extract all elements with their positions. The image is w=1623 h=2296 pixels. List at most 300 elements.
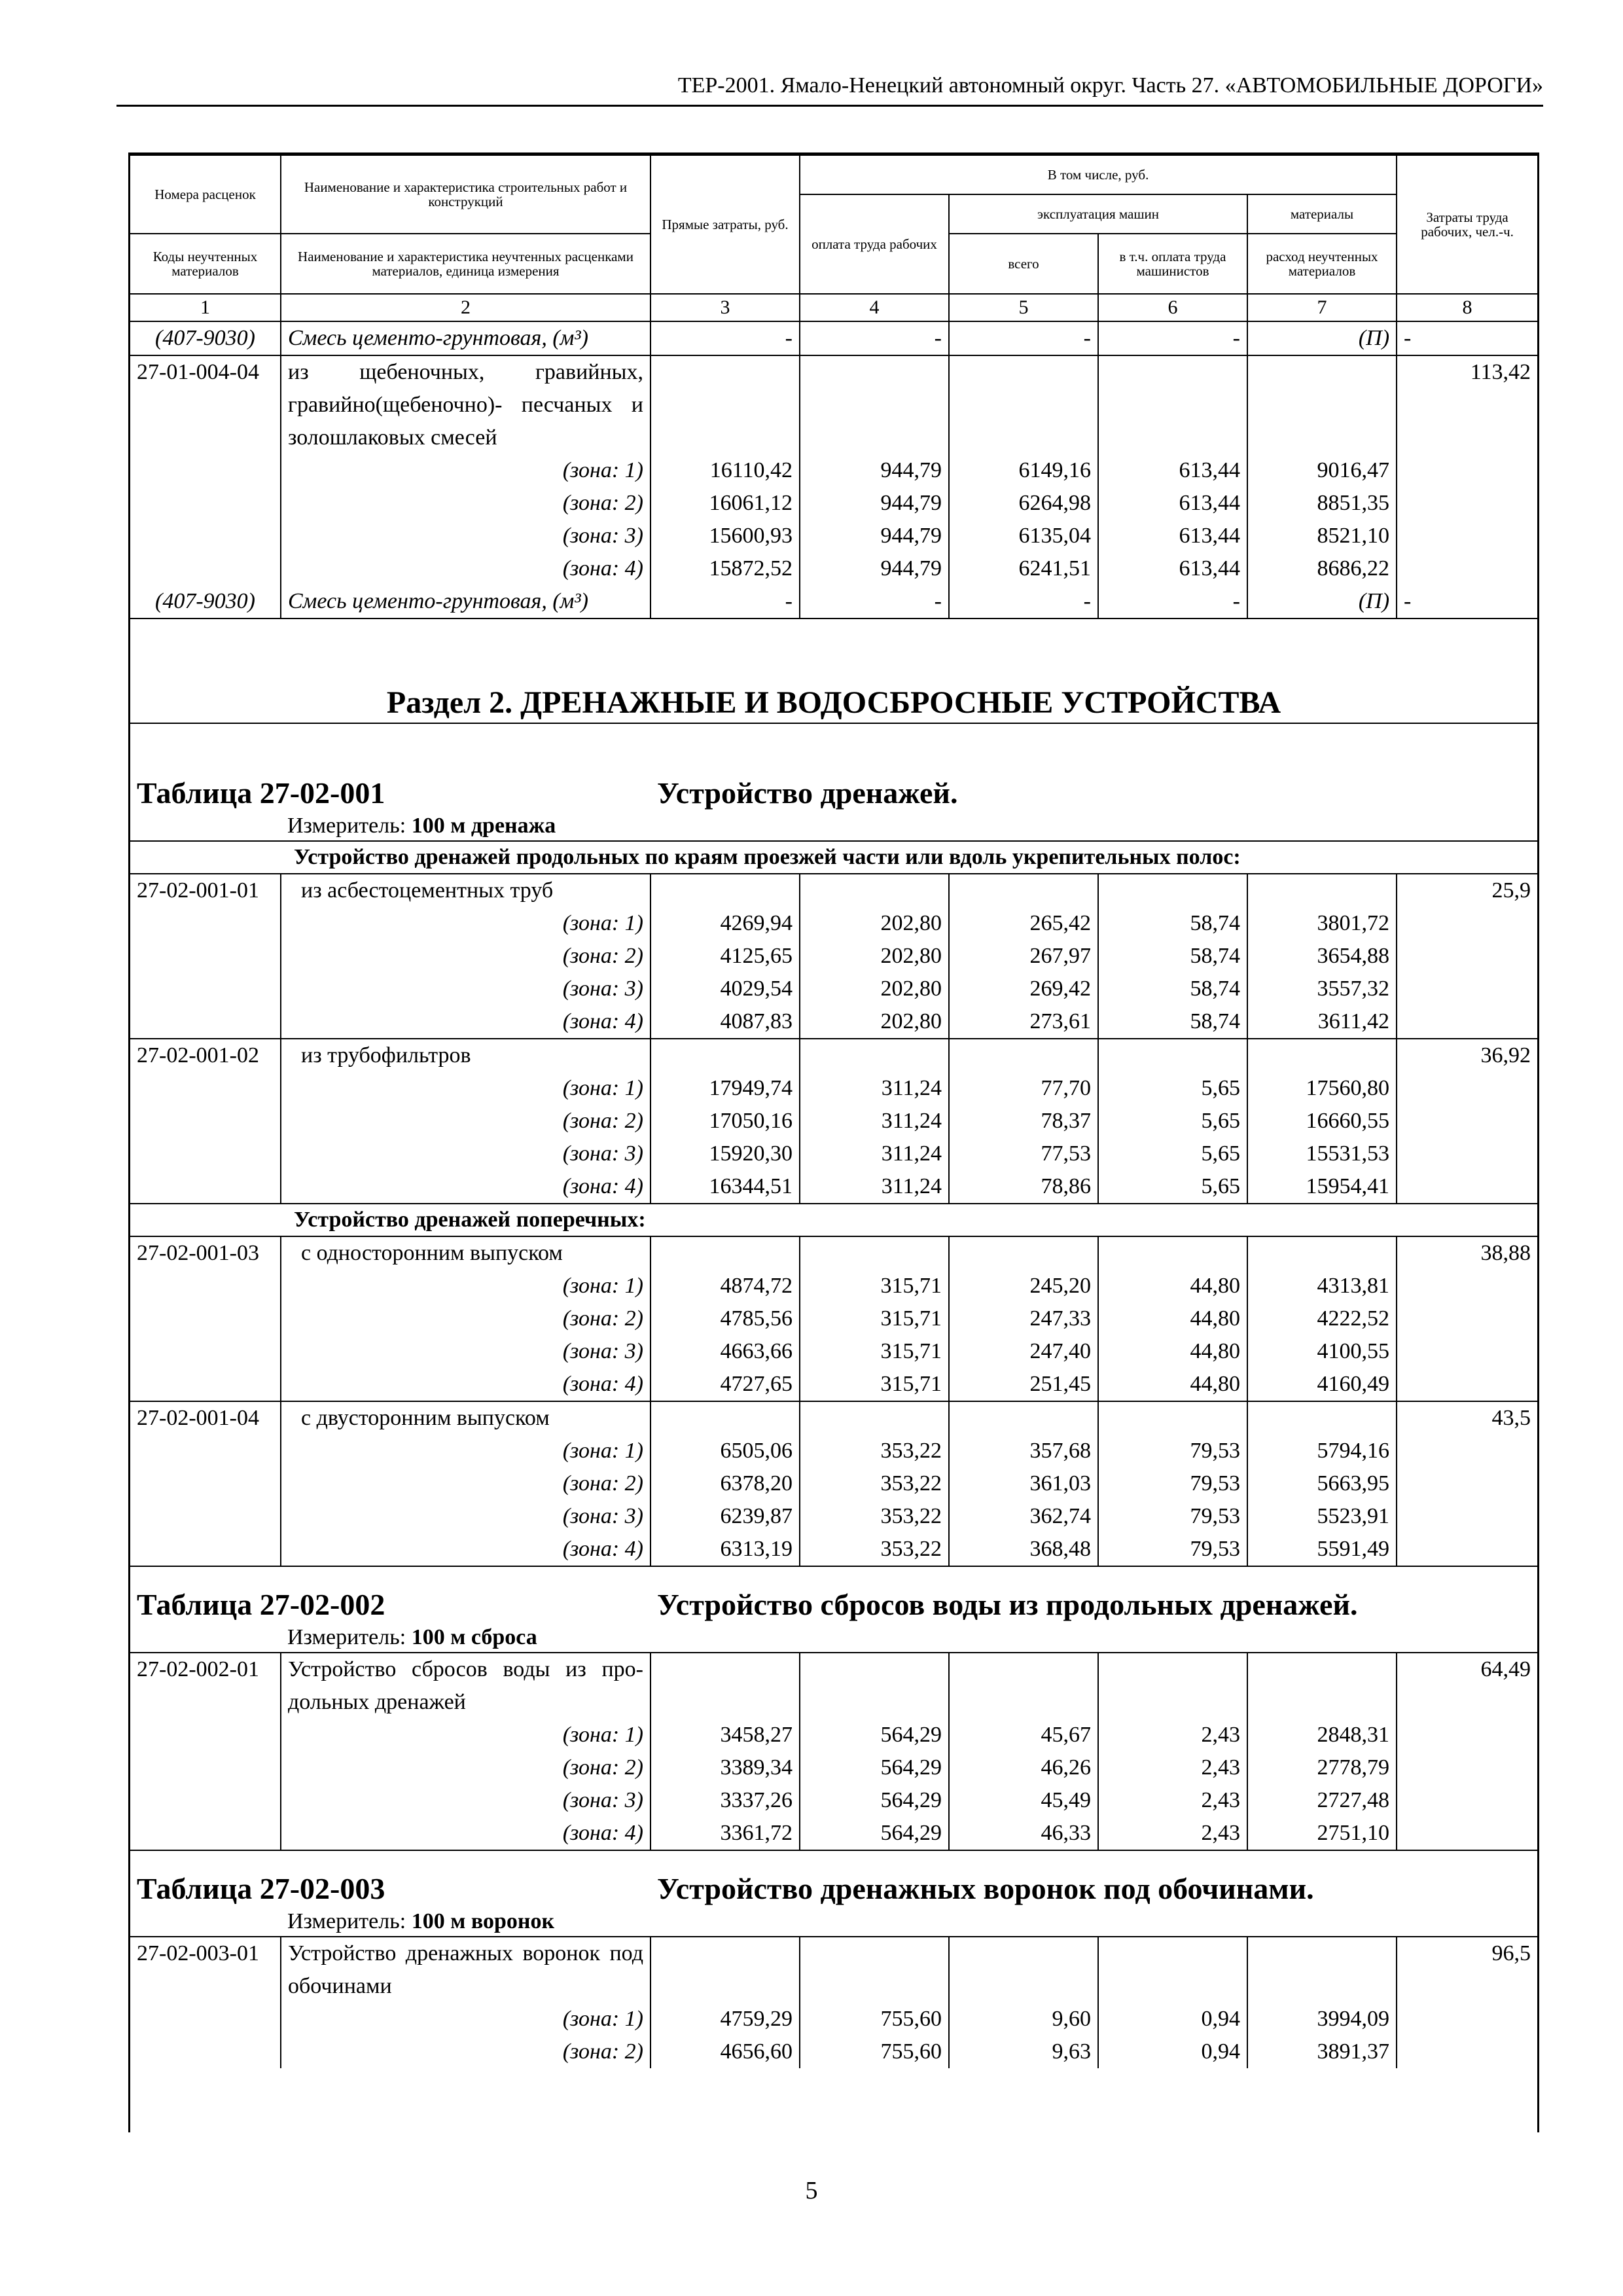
table-heading <box>130 723 1537 841</box>
direct-cost: 4656,60 <box>651 2036 800 2068</box>
direct-cost: - <box>651 321 800 355</box>
machines-total: 247,33 <box>949 1302 1098 1335</box>
empty-cell <box>949 355 1098 454</box>
table-title: Таблица 27-02-002 <box>137 1588 385 1621</box>
material-usage: 2778,79 <box>1247 1751 1397 1784</box>
table-title: Таблица 27-02-003 <box>137 1872 385 1905</box>
meter-label: Измеритель: <box>287 814 406 838</box>
material-row <box>130 321 1537 355</box>
rate-name: с односторонним выпуском <box>281 1236 651 1270</box>
zone-row <box>130 1302 1537 1335</box>
zone-label: (зона: 1) <box>281 1719 651 1751</box>
wages: 564,29 <box>800 1817 949 1850</box>
price-table <box>130 154 1537 2068</box>
material-usage: 3557,32 <box>1247 973 1397 1005</box>
zone-row <box>130 1500 1537 1533</box>
wages: 564,29 <box>800 1751 949 1784</box>
empty-cell <box>800 1653 949 1719</box>
wages: - <box>800 585 949 619</box>
direct-cost: 6505,06 <box>651 1435 800 1467</box>
zone-row <box>130 1335 1537 1368</box>
empty-cell <box>1098 1401 1247 1435</box>
material-name <box>281 321 651 355</box>
machines-total: 78,37 <box>949 1105 1098 1138</box>
col-header-incl: В том числе, руб. <box>800 155 1397 194</box>
material-usage: 2727,48 <box>1247 1784 1397 1817</box>
direct-cost: 6313,19 <box>651 1533 800 1566</box>
rate-code: 27-02-001-04 <box>130 1401 281 1566</box>
rate-name: из трубофильтров <box>281 1039 651 1072</box>
operator-wages: 0,94 <box>1098 2036 1247 2068</box>
material-name <box>281 585 651 619</box>
wages: 311,24 <box>800 1105 949 1138</box>
empty-cell <box>1098 1653 1247 1719</box>
labor-hours: 113,42 <box>1397 355 1537 585</box>
labor-hours: 96,5 <box>1397 1937 1537 2068</box>
operator-wages: 2,43 <box>1098 1817 1247 1850</box>
machines-total: 45,49 <box>949 1784 1098 1817</box>
material-usage: 3611,42 <box>1247 1005 1397 1039</box>
operator-wages: - <box>1098 585 1247 619</box>
machines-total: - <box>949 585 1098 619</box>
zone-label: (зона: 2) <box>281 2036 651 2068</box>
direct-cost: 17949,74 <box>651 1072 800 1105</box>
machines-total: 251,45 <box>949 1368 1098 1401</box>
empty-cell <box>949 1401 1098 1435</box>
material-usage: 4100,55 <box>1247 1335 1397 1368</box>
operator-wages: 613,44 <box>1098 552 1247 585</box>
empty-cell <box>651 1653 800 1719</box>
empty-cell <box>1247 1653 1397 1719</box>
empty-cell <box>1247 355 1397 454</box>
rate-name: с двусторонним выпуском <box>281 1401 651 1435</box>
direct-cost: 4727,65 <box>651 1368 800 1401</box>
rate-code: 27-02-001-02 <box>130 1039 281 1204</box>
wages: 315,71 <box>800 1368 949 1401</box>
zone-label: (зона: 4) <box>281 1817 651 1850</box>
direct-cost: 15920,30 <box>651 1138 800 1170</box>
operator-wages: 58,74 <box>1098 940 1247 973</box>
col-header-machines-total: всего <box>949 234 1098 294</box>
operator-wages: 58,74 <box>1098 973 1247 1005</box>
zone-row <box>130 1270 1537 1302</box>
direct-cost: 4663,66 <box>651 1335 800 1368</box>
wages: - <box>800 321 949 355</box>
empty-cell <box>651 355 800 454</box>
zone-label: (зона: 4) <box>281 1533 651 1566</box>
col-number: 4 <box>800 294 949 321</box>
col-header-material-codes: Коды неучтенных материалов <box>130 234 281 294</box>
operator-wages: 44,80 <box>1098 1368 1247 1401</box>
material-usage: 4222,52 <box>1247 1302 1397 1335</box>
zone-label: (зона: 1) <box>281 2003 651 2036</box>
direct-cost: 16110,42 <box>651 454 800 487</box>
empty-cell <box>651 874 800 907</box>
machines-total: 6149,16 <box>949 454 1098 487</box>
empty-cell <box>1247 1937 1397 2003</box>
zone-label: (зона: 2) <box>281 1105 651 1138</box>
operator-wages: 79,53 <box>1098 1533 1247 1566</box>
zone-label: (зона: 3) <box>281 1138 651 1170</box>
empty-cell <box>800 1039 949 1072</box>
empty-cell <box>651 1236 800 1270</box>
empty-cell <box>1098 1039 1247 1072</box>
col-number: 2 <box>281 294 651 321</box>
empty-cell <box>1098 874 1247 907</box>
empty-cell <box>800 355 949 454</box>
empty-cell <box>651 1039 800 1072</box>
zone-label: (зона: 2) <box>281 487 651 520</box>
subheading-text: Устройство дренажей продольных по краям проезжей части или вдоль укрепительных полос: <box>294 845 1241 869</box>
col-header-wages: оплата труда рабочих <box>800 194 949 294</box>
zone-row <box>130 552 1537 585</box>
zone-row <box>130 973 1537 1005</box>
zone-row <box>130 1105 1537 1138</box>
material-usage: 5794,16 <box>1247 1435 1397 1467</box>
wages: 315,71 <box>800 1302 949 1335</box>
empty-cell <box>800 874 949 907</box>
subheading-text: Устройство дренажей поперечных: <box>294 1208 646 1232</box>
rate-code: 27-02-002-01 <box>130 1653 281 1850</box>
material-name-text: Смесь цементо-грунтовая, (м³) <box>288 589 588 613</box>
zone-row <box>130 454 1537 487</box>
wages: 202,80 <box>800 973 949 1005</box>
wages: 564,29 <box>800 1784 949 1817</box>
zone-label: (зона: 2) <box>281 1467 651 1500</box>
zone-row <box>130 2003 1537 2036</box>
col-header-material-usage: расход неучтенных материалов <box>1247 234 1397 294</box>
material-code: (407-9030) <box>130 321 281 355</box>
zone-row <box>130 487 1537 520</box>
empty-cell <box>1247 1401 1397 1435</box>
empty-cell <box>949 1937 1098 2003</box>
rate-row <box>130 355 1537 454</box>
direct-cost: 15872,52 <box>651 552 800 585</box>
direct-cost: 4759,29 <box>651 2003 800 2036</box>
wages: 202,80 <box>800 907 949 940</box>
material-usage: 2751,10 <box>1247 1817 1397 1850</box>
material-row <box>130 585 1537 619</box>
machines-total: 46,26 <box>949 1751 1098 1784</box>
operator-wages: 2,43 <box>1098 1784 1247 1817</box>
table-name: Устройство дренажей. <box>657 776 958 810</box>
operator-wages: 613,44 <box>1098 487 1247 520</box>
col-header-materials: материалы <box>1247 194 1397 234</box>
direct-cost: - <box>651 585 800 619</box>
direct-cost: 4785,56 <box>651 1302 800 1335</box>
empty-cell <box>949 1653 1098 1719</box>
zone-label: (зона: 4) <box>281 552 651 585</box>
machines-total: - <box>949 321 1098 355</box>
operator-wages: 44,80 <box>1098 1335 1247 1368</box>
col-header-operator-wages: в т.ч. оплата труда машинистов <box>1098 234 1247 294</box>
zone-row <box>130 1467 1537 1500</box>
col-number: 3 <box>651 294 800 321</box>
labor-hours: - <box>1397 585 1537 619</box>
wages: 755,60 <box>800 2003 949 2036</box>
col-header-direct: Прямые затраты, руб. <box>651 155 800 294</box>
zone-row <box>130 1719 1537 1751</box>
col-number: 8 <box>1397 294 1537 321</box>
wages: 311,24 <box>800 1072 949 1105</box>
page-number: 5 <box>805 2177 818 2204</box>
zone-row <box>130 520 1537 552</box>
running-header: ТЕР-2001. Ямало-Ненецкий автономный округ. Часть 27. «АВТОМОБИЛЬНЫЕ ДОРОГИ» <box>677 73 1543 98</box>
machines-total: 78,86 <box>949 1170 1098 1204</box>
empty-cell <box>800 1236 949 1270</box>
zone-label: (зона: 3) <box>281 1500 651 1533</box>
machines-total: 6135,04 <box>949 520 1098 552</box>
direct-cost: 15600,93 <box>651 520 800 552</box>
rate-name: из асбестоцементных труб <box>281 874 651 907</box>
wages: 311,24 <box>800 1170 949 1204</box>
machines-total: 269,42 <box>949 973 1098 1005</box>
operator-wages: 0,94 <box>1098 2003 1247 2036</box>
machines-total: 247,40 <box>949 1335 1098 1368</box>
material-usage: 15954,41 <box>1247 1170 1397 1204</box>
operator-wages: 79,53 <box>1098 1435 1247 1467</box>
direct-cost: 4874,72 <box>651 1270 800 1302</box>
wages: 755,60 <box>800 2036 949 2068</box>
operator-wages: 5,65 <box>1098 1138 1247 1170</box>
col-number: 7 <box>1247 294 1397 321</box>
labor-hours: 25,9 <box>1397 874 1537 1039</box>
machines-total: 77,53 <box>949 1138 1098 1170</box>
direct-cost: 6239,87 <box>651 1500 800 1533</box>
machines-total: 267,97 <box>949 940 1098 973</box>
zone-label: (зона: 2) <box>281 1751 651 1784</box>
subheading <box>130 1204 1537 1236</box>
wages: 944,79 <box>800 454 949 487</box>
material-usage: 3891,37 <box>1247 2036 1397 2068</box>
direct-cost: 3361,72 <box>651 1817 800 1850</box>
operator-wages: 44,80 <box>1098 1270 1247 1302</box>
machines-total: 6264,98 <box>949 487 1098 520</box>
machines-total: 6241,51 <box>949 552 1098 585</box>
zone-label: (зона: 4) <box>281 1368 651 1401</box>
direct-cost: 4029,54 <box>651 973 800 1005</box>
direct-cost: 4125,65 <box>651 940 800 973</box>
zone-row <box>130 2036 1537 2068</box>
wages: 311,24 <box>800 1138 949 1170</box>
zone-label: (зона: 4) <box>281 1005 651 1039</box>
empty-cell <box>1247 874 1397 907</box>
rate-code: 27-02-001-01 <box>130 874 281 1039</box>
material-usage: 5591,49 <box>1247 1533 1397 1566</box>
direct-cost: 4087,83 <box>651 1005 800 1039</box>
zone-label: (зона: 3) <box>281 973 651 1005</box>
rate-row <box>130 1401 1537 1435</box>
zone-label: (зона: 4) <box>281 1170 651 1204</box>
empty-cell <box>949 874 1098 907</box>
zone-label: (зона: 3) <box>281 520 651 552</box>
empty-cell <box>1098 355 1247 454</box>
machines-total: 9,63 <box>949 2036 1098 2068</box>
wages: 315,71 <box>800 1270 949 1302</box>
machines-total: 362,74 <box>949 1500 1098 1533</box>
material-usage: 16660,55 <box>1247 1105 1397 1138</box>
zone-row <box>130 1817 1537 1850</box>
meter-value: 100 м воронок <box>411 1909 555 1933</box>
zone-label: (зона: 3) <box>281 1335 651 1368</box>
zone-label: (зона: 1) <box>281 1072 651 1105</box>
wages: 944,79 <box>800 487 949 520</box>
direct-cost: 6378,20 <box>651 1467 800 1500</box>
direct-cost: 3458,27 <box>651 1719 800 1751</box>
direct-cost: 4269,94 <box>651 907 800 940</box>
rate-row <box>130 1039 1537 1072</box>
zone-label: (зона: 1) <box>281 907 651 940</box>
subheading <box>130 841 1537 874</box>
table-name: Устройство сбросов воды из продольных дренажей. <box>657 1588 1358 1621</box>
machines-total: 273,61 <box>949 1005 1098 1039</box>
rate-code: 27-01-004-04 <box>130 355 281 585</box>
zone-label: (зона: 1) <box>281 1270 651 1302</box>
machines-total: 361,03 <box>949 1467 1098 1500</box>
rate-row <box>130 1937 1537 2003</box>
header-rule <box>116 105 1543 107</box>
zone-label: (зона: 1) <box>281 1435 651 1467</box>
wages: 353,22 <box>800 1435 949 1467</box>
machines-total: 357,68 <box>949 1435 1098 1467</box>
material-usage: 3994,09 <box>1247 2003 1397 2036</box>
zone-label: (зона: 3) <box>281 1784 651 1817</box>
zone-label: (зона: 2) <box>281 940 651 973</box>
wages: 202,80 <box>800 940 949 973</box>
machines-total: 46,33 <box>949 1817 1098 1850</box>
direct-cost: 16061,12 <box>651 487 800 520</box>
operator-wages: 79,53 <box>1098 1500 1247 1533</box>
wages: 944,79 <box>800 520 949 552</box>
zone-row <box>130 1533 1537 1566</box>
rate-row <box>130 1236 1537 1270</box>
rate-name: Устройство сбросов воды из про-дольных дренажей <box>281 1653 651 1719</box>
operator-wages: 613,44 <box>1098 454 1247 487</box>
col-number: 1 <box>130 294 281 321</box>
operator-wages: 5,65 <box>1098 1170 1247 1204</box>
direct-cost: 3337,26 <box>651 1784 800 1817</box>
zone-row <box>130 940 1537 973</box>
operator-wages: 613,44 <box>1098 520 1247 552</box>
empty-cell <box>1098 1236 1247 1270</box>
machines-total: 45,67 <box>949 1719 1098 1751</box>
operator-wages: 58,74 <box>1098 1005 1247 1039</box>
col-number: 6 <box>1098 294 1247 321</box>
wages: 353,22 <box>800 1533 949 1566</box>
material-usage: 2848,31 <box>1247 1719 1397 1751</box>
material-usage: (П) <box>1247 321 1397 355</box>
direct-cost: 3389,34 <box>651 1751 800 1784</box>
wages: 944,79 <box>800 552 949 585</box>
operator-wages: 2,43 <box>1098 1751 1247 1784</box>
rate-code: 27-02-003-01 <box>130 1937 281 2068</box>
zone-row <box>130 1784 1537 1817</box>
col-header-labor: Затраты труда рабочих, чел.-ч. <box>1397 155 1537 294</box>
labor-hours: 36,92 <box>1397 1039 1537 1204</box>
direct-cost: 17050,16 <box>651 1105 800 1138</box>
col-header-material-names: Наименование и характеристика неучтенных расценками материалов, единица измерения <box>281 234 651 294</box>
section-heading <box>130 619 1537 723</box>
wages: 353,22 <box>800 1467 949 1500</box>
wages: 315,71 <box>800 1335 949 1368</box>
zone-row <box>130 1435 1537 1467</box>
zone-row <box>130 1170 1537 1204</box>
meter-value: 100 м сброса <box>411 1625 537 1649</box>
material-usage: 8521,10 <box>1247 520 1397 552</box>
material-usage: 15531,53 <box>1247 1138 1397 1170</box>
meter-label: Измеритель: <box>287 1625 406 1649</box>
material-usage: 4313,81 <box>1247 1270 1397 1302</box>
price-table-frame <box>128 152 1539 2132</box>
col-header-name: Наименование и характеристика строительных работ и конструкций <box>281 155 651 234</box>
material-usage: 8851,35 <box>1247 487 1397 520</box>
empty-cell <box>800 1401 949 1435</box>
section-title: Раздел 2. ДРЕНАЖНЫЕ И ВОДОСБРОСНЫЕ УСТРОЙСТВА <box>386 685 1281 720</box>
wages: 202,80 <box>800 1005 949 1039</box>
material-usage: 17560,80 <box>1247 1072 1397 1105</box>
material-name-text: Смесь цементо-грунтовая, (м³) <box>288 326 588 350</box>
material-usage: (П) <box>1247 585 1397 619</box>
zone-label: (зона: 1) <box>281 454 651 487</box>
material-usage: 5663,95 <box>1247 1467 1397 1500</box>
col-header-machines: эксплуатация машин <box>949 194 1247 234</box>
empty-cell <box>651 1937 800 2003</box>
empty-cell <box>651 1401 800 1435</box>
material-usage: 9016,47 <box>1247 454 1397 487</box>
empty-cell <box>800 1937 949 2003</box>
empty-cell <box>1247 1236 1397 1270</box>
material-usage: 5523,91 <box>1247 1500 1397 1533</box>
material-usage: 3654,88 <box>1247 940 1397 973</box>
col-number: 5 <box>949 294 1098 321</box>
operator-wages: 79,53 <box>1098 1467 1247 1500</box>
operator-wages: 5,65 <box>1098 1072 1247 1105</box>
zone-row <box>130 1005 1537 1039</box>
zone-row <box>130 1368 1537 1401</box>
zone-row <box>130 907 1537 940</box>
machines-total: 9,60 <box>949 2003 1098 2036</box>
material-usage: 8686,22 <box>1247 552 1397 585</box>
zone-row <box>130 1072 1537 1105</box>
empty-cell <box>949 1039 1098 1072</box>
table-name: Устройство дренажных воронок под обочинами. <box>657 1872 1314 1905</box>
machines-total: 368,48 <box>949 1533 1098 1566</box>
rate-row <box>130 874 1537 907</box>
labor-hours: - <box>1397 321 1537 355</box>
wages: 353,22 <box>800 1500 949 1533</box>
col-header-codes: Номера расценок <box>130 155 281 234</box>
labor-hours: 64,49 <box>1397 1653 1537 1850</box>
rate-code: 27-02-001-03 <box>130 1236 281 1401</box>
zone-row <box>130 1138 1537 1170</box>
table-heading <box>130 1850 1537 1937</box>
rate-name: из щебеночных, гравийных, гравийно(щебеночно)- песчаных и золошлаковых смесей <box>281 355 651 454</box>
empty-cell <box>1247 1039 1397 1072</box>
operator-wages: - <box>1098 321 1247 355</box>
rate-name: Устройство дренажных воронок под обочинами <box>281 1937 651 2003</box>
table-title: Таблица 27-02-001 <box>137 776 385 810</box>
operator-wages: 44,80 <box>1098 1302 1247 1335</box>
wages: 564,29 <box>800 1719 949 1751</box>
material-usage: 4160,49 <box>1247 1368 1397 1401</box>
zone-label: (зона: 2) <box>281 1302 651 1335</box>
operator-wages: 58,74 <box>1098 907 1247 940</box>
zone-row <box>130 1751 1537 1784</box>
machines-total: 245,20 <box>949 1270 1098 1302</box>
meter-label: Измеритель: <box>287 1909 406 1933</box>
direct-cost: 16344,51 <box>651 1170 800 1204</box>
machines-total: 77,70 <box>949 1072 1098 1105</box>
